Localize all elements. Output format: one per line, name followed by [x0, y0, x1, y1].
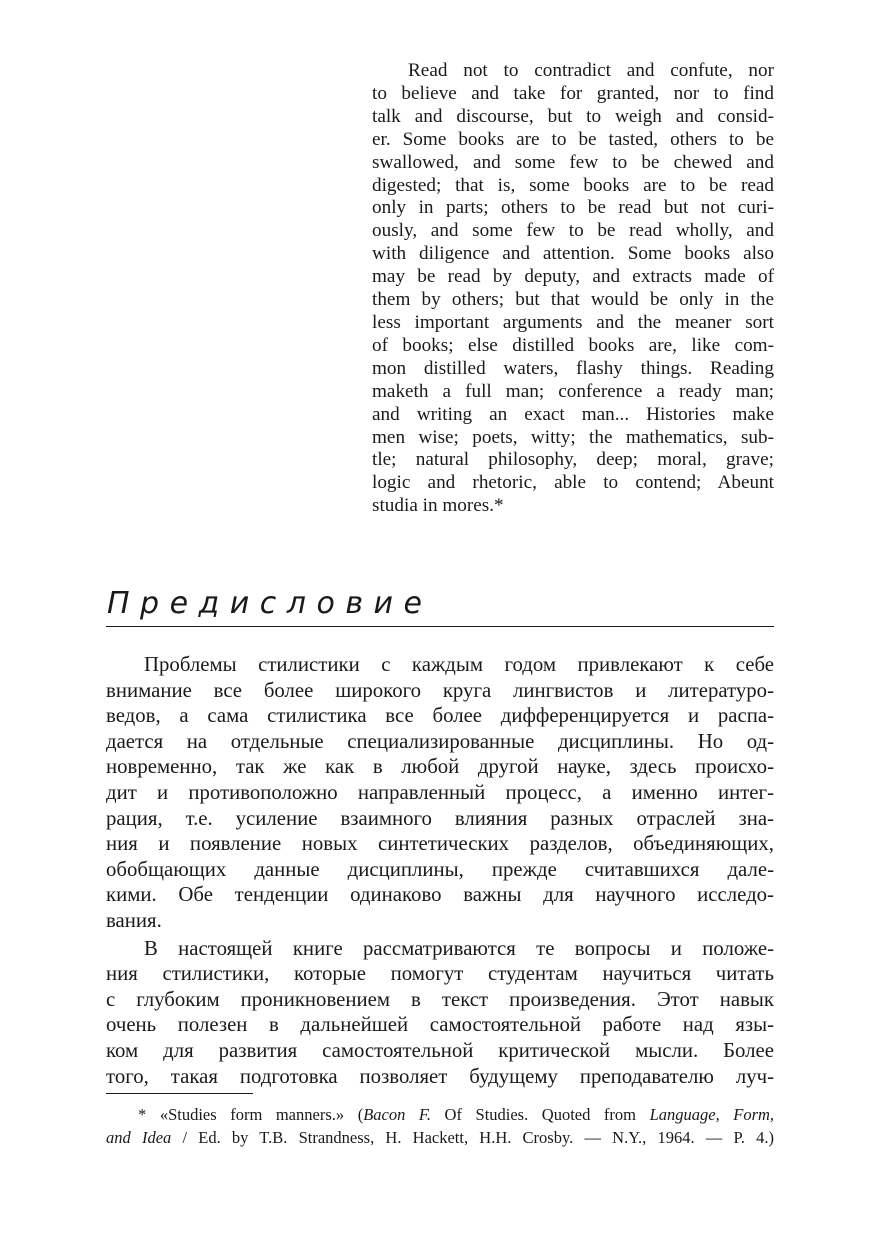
epigraph-line: logic and rhetoric, able to contend; Abeunt — [372, 472, 774, 494]
body-line: внимание все более широкого круга лингвистов и литературо- — [106, 678, 774, 702]
body-line: Проблемы стилистики с каждым годом привлекают к себе — [144, 653, 774, 676]
epigraph — [372, 60, 774, 518]
body-line: В настоящей книге рассматриваются те вопросы и положе- — [144, 936, 774, 960]
epigraph-line: studia in mores.* — [372, 495, 504, 517]
paragraph-2 — [106, 936, 774, 1090]
epigraph-line: swallowed, and some few to be chewed and — [372, 151, 774, 173]
body-line: обобщающих данные дисциплины, прежде считавшихся дале- — [106, 857, 774, 881]
body-line: очень полезен в дальнейшей самостоятельной работе над язы- — [106, 1013, 774, 1037]
body-line: вания. — [106, 908, 162, 932]
epigraph-line: digested; that is, some books are to be read — [372, 174, 774, 196]
body-line: рация, т.е. усиление взаимного влияния разных отраслей зна- — [106, 806, 774, 830]
body-line: ведов, а сама стилистика все более дифференцируется и распа- — [106, 704, 774, 728]
epigraph-line: with diligence and attention. Some books also — [372, 243, 774, 265]
footnote-source: Of Studies. Quoted from — [444, 1105, 636, 1124]
epigraph-line: ously, and some few to be read wholly, and — [372, 220, 774, 242]
epigraph-line: to believe and take for granted, nor to find — [372, 82, 774, 104]
epigraph-line: maketh a full man; conference a ready man; — [372, 380, 774, 402]
body-line: того, такая подготовка позволяет будущему преподавателю луч- — [106, 1064, 774, 1088]
footnote-line — [106, 1126, 774, 1149]
epigraph-line: talk and discourse, but to weigh and consid- — [372, 105, 774, 127]
footnote-book-title: Language, Form, — [649, 1105, 775, 1124]
epigraph-line: mon distilled waters, flashy things. Reading — [372, 357, 774, 379]
footnote-divider — [106, 1093, 253, 1094]
epigraph-line: only in parts; others to be read but not curi- — [372, 197, 774, 219]
footnote-marker: * — [138, 1105, 147, 1124]
epigraph-line: less important arguments and the meaner sort — [372, 311, 774, 333]
epigraph-line: er. Some books are to be tasted, others to be — [372, 128, 774, 150]
body-line: с глубоким проникновением в текст произведения. Этот навык — [106, 987, 774, 1011]
footnote-open-paren: ( — [357, 1105, 364, 1124]
epigraph-line: them by others; but that would be only in the — [372, 289, 774, 311]
body-line: ния стилистики, которые помогут студентам научиться читать — [106, 962, 774, 986]
epigraph-line: and writing an exact man... Histories make — [372, 403, 774, 425]
epigraph-line: of books; else distilled books are, like com- — [372, 334, 774, 356]
section-title: Предисловие — [107, 586, 433, 621]
footnote-quote: «Studies form manners.» — [159, 1105, 345, 1124]
body-line: дается на отдельные специализированные дисциплины. Но од- — [106, 729, 774, 753]
footnote-editors: / Ed. by T.B. Strandness, H. Hackett, H.H. Crosby. — N.Y., 1964. — P. 4.) — [182, 1128, 774, 1147]
footnote-book-title-cont: and Idea — [106, 1128, 172, 1147]
paragraph-1 — [106, 652, 774, 934]
body-line: новременно, так же как в любой другой науке, здесь происхо- — [106, 755, 774, 779]
epigraph-line: men wise; poets, witty; the mathematics, sub- — [372, 426, 774, 448]
body-line: дит и противоположно направленный процесс, а именно интег- — [106, 780, 774, 804]
footnote-line — [106, 1103, 774, 1126]
epigraph-line: tle; natural philosophy, deep; moral, grave; — [372, 449, 774, 471]
footnote — [106, 1103, 774, 1149]
section-heading — [106, 584, 774, 627]
body-line: ния и появление новых синтетических разделов, объединяющих, — [106, 832, 774, 856]
body-line: кими. Обе тенденции одинаково важны для научного исследо- — [106, 883, 774, 907]
epigraph-line: may be read by deputy, and extracts made of — [372, 266, 774, 288]
body-line: ком для развития самостоятельной критической мысли. Более — [106, 1038, 774, 1062]
epigraph-line: Read not to contradict and confute, nor — [408, 60, 774, 81]
body-text — [106, 652, 774, 1089]
footnote-author: Bacon F. — [363, 1105, 431, 1124]
